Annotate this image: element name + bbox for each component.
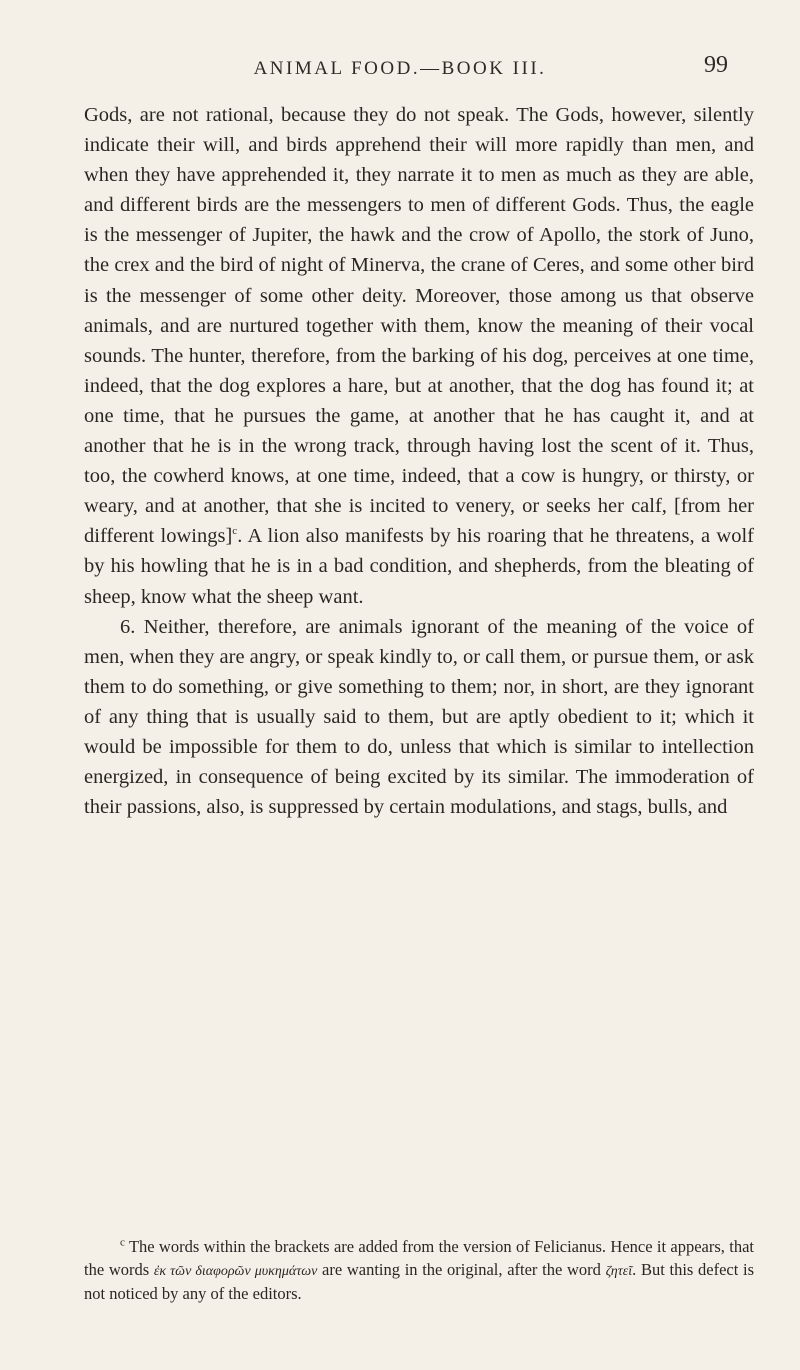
paragraph-text: Gods, are not rational, because they do not speak. The Gods, however, silently indicate their will, and birds apprehend their will more rapidly than men, and when they have apprehended it, they narrate it to men as much as they are able, and different birds are the messengers to men of different Gods. Thus, the eagle is the messenger of Jupiter, the hawk and the crow of Apollo, the stork of Juno, the crex and the bird of night of Minerva, the crane of Ceres, and some other bird is the messenger of some other deity. Moreover, those among us that observe animals, and are nurtured together with them, know the meaning of their vocal sounds. The hunter, therefore, from the barking of his dog, perceives at one time, indeed, that the dog explores a hare, but at another, that the dog has found it; at one time, that he pursues the game, at another that he has caught it, and at another that he is in the wrong track, through having lost the scent of it. Thus, too, the cowherd knows, at one time, indeed, that a cow is hungry, or thirsty, or weary, and at another, that she is incited to venery, or seeks her calf, [from her different lowings] (84, 104, 754, 548)
footnote-text: The words within the brackets are added from the version of Felicianus. Hence it appears, that the words (84, 1237, 754, 1279)
running-head: ANIMAL FOOD.—BOOK III. (253, 58, 547, 79)
body-text (84, 100, 754, 822)
footnote-reference: c (232, 525, 238, 538)
page-number: 99 (704, 52, 728, 78)
paragraph-text-after-reference: . A lion also manifests by his roaring that he threatens, a wolf by his howling that he is in a bad condition, and shepherds, from the bleating of sheep, know what the sheep want. (84, 525, 754, 608)
footnote-text: . But this defect is not noticed by any of the editors. (84, 1259, 755, 1303)
greek-word: ζητεῖ (605, 1263, 633, 1279)
paragraph-6: 6. Neither, therefore, are animals ignorant of the meaning of the voice of men, when they are angry, or speak kindly to, or call them, or pursue them, or ask them to do something, or give something to them; nor, in short, are they ignorant of any thing that is usually said to them, but are aptly obedient to it; which it would be impossible for them to do, unless that which is similar to intellection energized, in consequence of being excited by its similar. The immoderation of their passions, also, is suppressed by certain modulations, and stags, bulls, and (84, 615, 754, 819)
footnote (84, 1236, 754, 1306)
footnote-text: are wanting in the original, after the word (317, 1259, 606, 1279)
paragraph-continuation (84, 100, 754, 612)
greek-phrase: ἐκ τῶν διαφορῶν μυκημάτων (153, 1263, 318, 1279)
footnote-marker: c (120, 1236, 125, 1249)
